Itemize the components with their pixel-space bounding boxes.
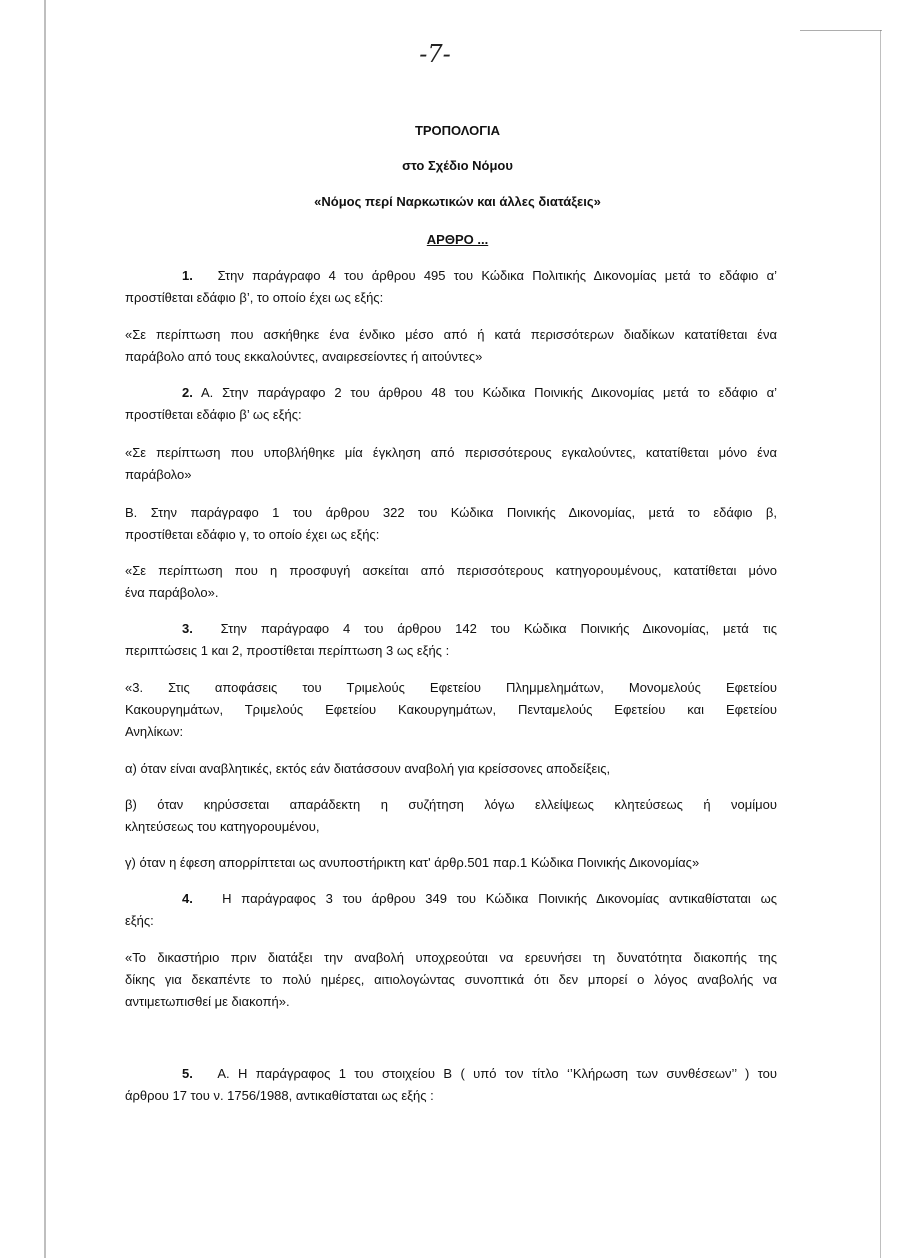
paragraph-2b-line-1: Β. Στην παράγραφο 1 του άρθρου 322 του Κώδικα Ποινικής Δικονομίας, μετά το εδάφιο β, — [125, 505, 777, 520]
quote-2a — [125, 442, 777, 486]
quote-2a-line-2: παράβολο» — [125, 467, 192, 482]
paragraph-4 — [125, 888, 777, 932]
quote-1-line-2: παράβολο από τους εκκαλούντες, αναιρεσείοντες ή αιτούντες» — [125, 349, 483, 364]
quote-1-line-1: «Σε περίπτωση που ασκήθηκε ένα ένδικο μέσο από ή κατά περισσότερων διαδίκων κατατίθεται ένα — [125, 327, 777, 342]
article-heading — [0, 232, 915, 247]
paragraph-1 — [125, 265, 777, 309]
quote-3-line-1: «3. Στις αποφάσεις του Τριμελούς Εφετείου Πλημμελημάτων, Μονομελούς Εφετείου — [125, 680, 777, 695]
item-c-text: γ) όταν η έφεση απορρίπτεται ως ανυποστήρικτη κατ' άρθρ.501 παρ.1 Κώδικα Ποινικής Δικονομίας» — [125, 855, 700, 870]
quote-4-line-3: αντιμετωπισθεί με διακοπή». — [125, 994, 290, 1009]
item-b-line-2: κλητεύσεως του κατηγορουμένου, — [125, 819, 320, 834]
quote-4-line-1: «Το δικαστήριο πριν διατάξει την αναβολή υποχρεούται να ερευνήσει τη δυνατότητα διακοπής της — [125, 950, 777, 965]
document-title: ΤΡΟΠΟΛΟΓΙΑ — [414, 123, 501, 138]
quote-2b — [125, 560, 777, 604]
page-number: -7- — [419, 40, 451, 68]
item-b — [125, 794, 777, 838]
paragraph-2a-line-2: προστίθεται εδάφιο β’ ως εξής: — [125, 407, 302, 422]
scan-right-edge — [880, 30, 881, 1258]
quote-4 — [125, 947, 777, 1013]
paragraph-1-line-1: Στην παράγραφο 4 του άρθρου 495 του Κώδικα Πολιτικής Δικονομίας μετά το εδάφιο α’ — [217, 268, 777, 283]
quote-1 — [125, 324, 777, 368]
paragraph-2b-line-2: προστίθεται εδάφιο γ, το οποίο έχει ως εξής: — [125, 527, 380, 542]
item-a-text: α) όταν είναι αναβλητικές, εκτός εάν διατάσσουν αναβολή για κρείσσονες αποδείξεις, — [125, 761, 611, 776]
paragraph-2a-line-1: Α. Στην παράγραφο 2 του άρθρου 48 του Κώδικα Ποινικής Δικονομίας μετά το εδάφιο α’ — [200, 385, 777, 400]
quote-2a-line-1: «Σε περίπτωση που υποβλήθηκε μία έγκληση από περισσότερους εγκαλούντες, κατατίθεται μόνο ένα — [125, 445, 777, 460]
quote-3-line-3: Ανηλίκων: — [125, 724, 184, 739]
law-name: «Νόμος περί Ναρκωτικών και άλλες διατάξεις» — [314, 194, 601, 209]
paragraph-5-line-2: άρθρου 17 του ν. 1756/1988, αντικαθίσταται ως εξής : — [125, 1088, 434, 1103]
paragraph-4-line-1: Η παράγραφος 3 του άρθρου 349 του Κώδικα Ποινικής Δικονομίας αντικαθίσταται ως — [222, 891, 777, 906]
paragraph-3-line-2: περιπτώσεις 1 και 2, προστίθεται περίπτωση 3 ως εξής : — [125, 643, 450, 658]
scan-left-edge — [44, 0, 46, 1258]
quote-2b-line-1: «Σε περίπτωση που η προσφυγή ασκείται από περισσότερους κατηγορουμένους, κατατίθεται μόνο — [125, 563, 777, 578]
paragraph-4-number: 4. — [182, 891, 193, 906]
scan-top-edge — [800, 30, 882, 31]
item-a — [125, 758, 777, 780]
paragraph-2a — [125, 382, 777, 426]
paragraph-3-number: 3. — [182, 621, 193, 636]
quote-3-line-2: Κακουργημάτων, Τριμελούς Εφετείου Κακουργημάτων, Πενταμελούς Εφετείου και Εφετείου — [125, 702, 777, 717]
paragraph-3-line-1: Στην παράγραφο 4 του άρθρου 142 του Κώδικα Ποινικής Δικονομίας, μετά τις — [220, 621, 777, 636]
quote-3 — [125, 677, 777, 743]
paragraph-5 — [125, 1063, 777, 1107]
quote-4-line-2: δίκης για δεκαπέντε το πολύ ημέρες, αιτιολογώντας συνοπτικά ότι δεν μπορεί ο λόγος αναβολής να — [125, 972, 777, 987]
paragraph-1-number: 1. — [182, 268, 193, 283]
paragraph-4-line-2: εξής: — [125, 913, 154, 928]
paragraph-2-number: 2. — [182, 385, 193, 400]
quote-2b-line-2: ένα παράβολο». — [125, 585, 219, 600]
paragraph-5-number: 5. — [182, 1066, 193, 1081]
paragraph-1-line-2: προστίθεται εδάφιο β’, το οποίο έχει ως εξής: — [125, 290, 384, 305]
item-b-line-1: β) όταν κηρύσσεται απαράδεκτη η συζήτηση λόγω ελλείψεως κλητεύσεως ή νομίμου — [125, 797, 777, 812]
paragraph-2b — [125, 502, 777, 546]
paragraph-3 — [125, 618, 777, 662]
document-subtitle: στο Σχέδιο Νόμου — [402, 158, 513, 173]
article-label: ΑΡΘΡΟ ... — [426, 232, 489, 247]
paragraph-5-line-1: Α. Η παράγραφος 1 του στοιχείου Β ( υπό τον τίτλο ‘’Κλήρωση των συνθέσεων’’ ) του — [217, 1066, 778, 1081]
item-c — [125, 852, 777, 874]
